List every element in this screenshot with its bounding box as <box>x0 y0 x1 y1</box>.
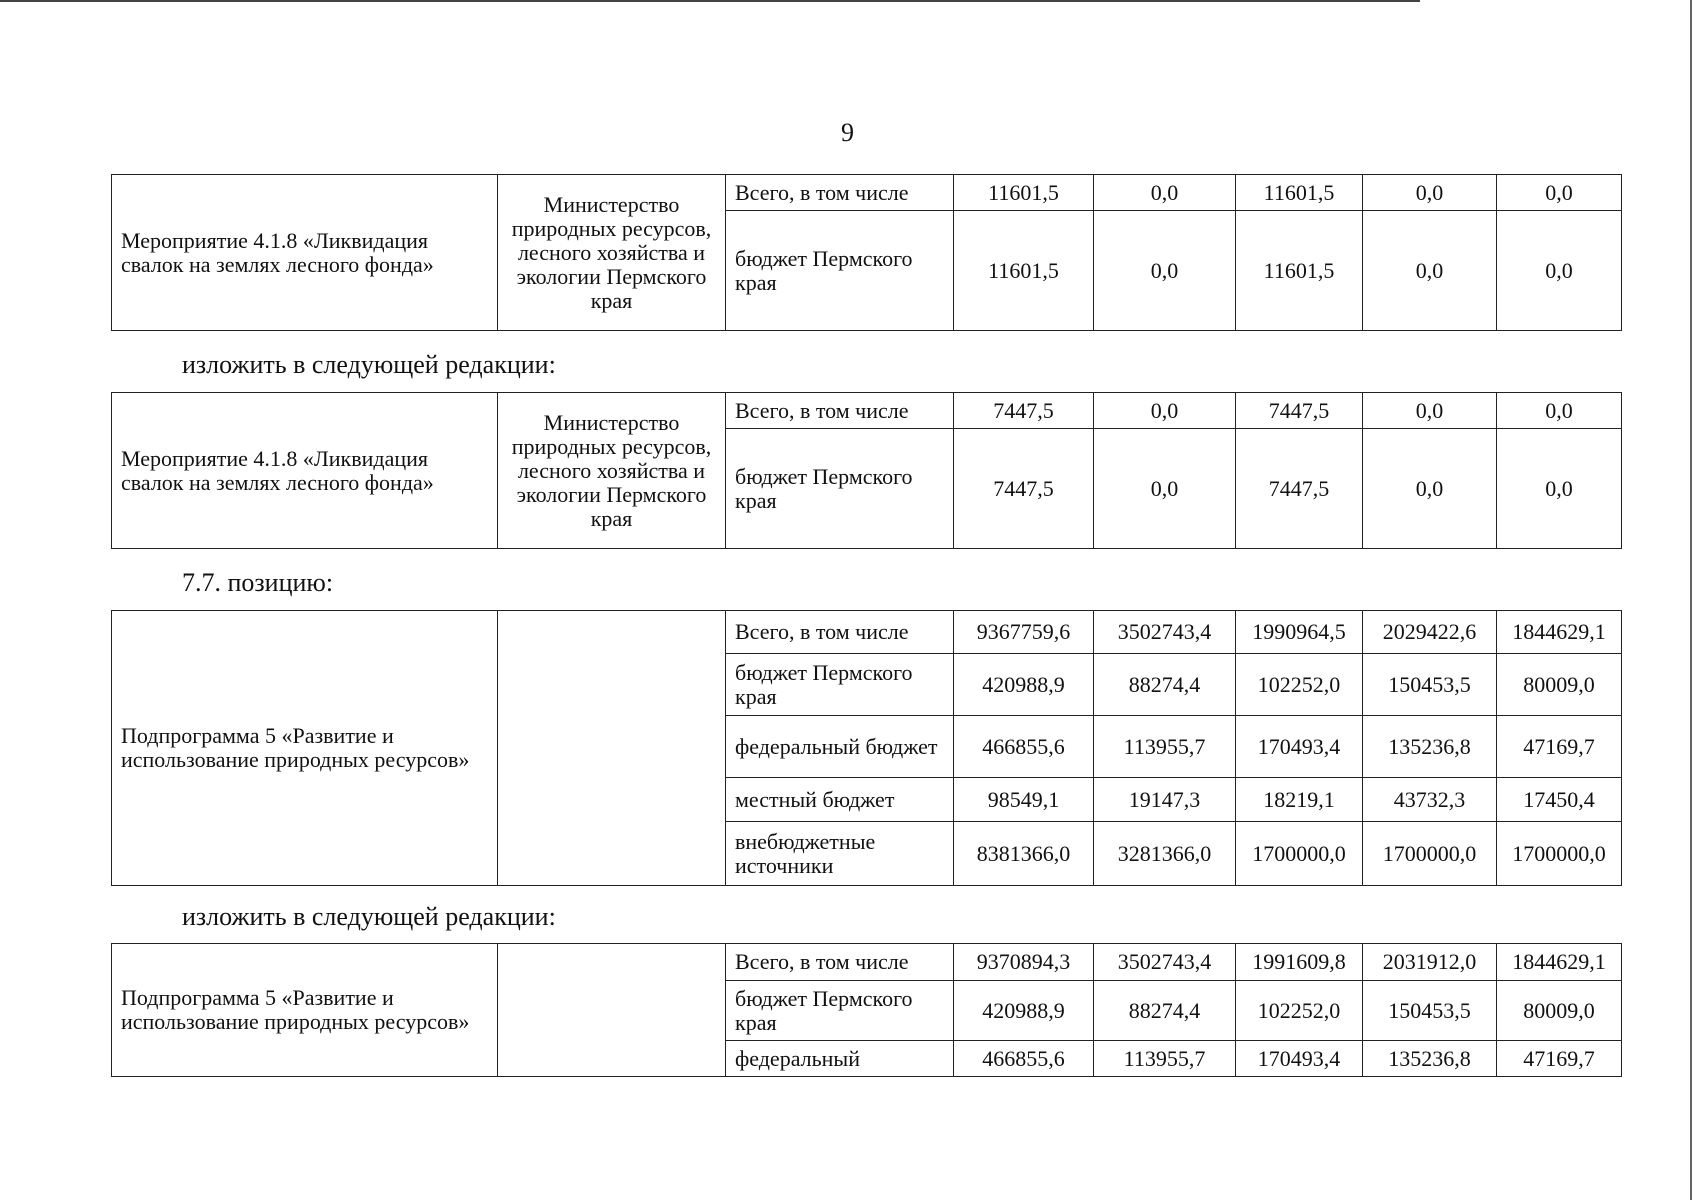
value-cell: 2031912,0 <box>1363 944 1497 981</box>
page-number: 9 <box>841 118 854 147</box>
value-cell: 9367759,6 <box>954 611 1094 654</box>
table-row <box>112 393 1622 429</box>
value-cell: 0,0 <box>1363 429 1497 549</box>
value-cell: 47169,7 <box>1497 716 1622 778</box>
value-cell: 420988,9 <box>954 981 1094 1041</box>
value-cell: 0,0 <box>1094 429 1236 549</box>
table-subprogram-new <box>111 943 1622 1077</box>
value-cell: 150453,5 <box>1363 654 1497 716</box>
source-cell: бюджет Пермского края <box>726 981 954 1041</box>
value-cell: 7447,5 <box>1236 393 1363 429</box>
value-cell: 47169,7 <box>1497 1041 1622 1077</box>
subprogram-name: Подпрограмма 5 «Развитие и использование природных ресурсов» <box>112 944 498 1077</box>
value-cell: 0,0 <box>1497 393 1622 429</box>
value-cell: 3281366,0 <box>1094 822 1236 886</box>
source-cell: внебюджетные источники <box>726 822 954 886</box>
value-cell: 0,0 <box>1094 211 1236 331</box>
executor-cell <box>498 611 726 886</box>
value-cell: 1700000,0 <box>1236 822 1363 886</box>
value-cell: 0,0 <box>1497 429 1622 549</box>
value-cell: 7447,5 <box>1236 429 1363 549</box>
executor-cell <box>498 944 726 1077</box>
value-cell: 0,0 <box>1363 175 1497 211</box>
value-cell: 0,0 <box>1094 175 1236 211</box>
measure-name: Мероприятие 4.1.8 «Ликвидация свалок на землях лесного фонда» <box>112 175 498 331</box>
table-row <box>112 611 1622 654</box>
value-cell: 2029422,6 <box>1363 611 1497 654</box>
value-cell: 0,0 <box>1094 393 1236 429</box>
value-cell: 0,0 <box>1497 211 1622 331</box>
value-cell: 0,0 <box>1497 175 1622 211</box>
value-cell: 102252,0 <box>1236 654 1363 716</box>
value-cell: 420988,9 <box>954 654 1094 716</box>
table-row <box>112 944 1622 981</box>
value-cell: 113955,7 <box>1094 1041 1236 1077</box>
value-cell: 3502743,4 <box>1094 611 1236 654</box>
value-cell: 11601,5 <box>1236 211 1363 331</box>
value-cell: 8381366,0 <box>954 822 1094 886</box>
paragraph-position: 7.7. позицию: <box>182 568 334 597</box>
top-edge-line <box>0 0 1420 2</box>
value-cell: 1844629,1 <box>1497 944 1622 981</box>
source-cell: Всего, в том числе <box>726 393 954 429</box>
table-subprogram-old <box>111 610 1622 886</box>
value-cell: 7447,5 <box>954 393 1094 429</box>
source-cell: Всего, в том числе <box>726 611 954 654</box>
value-cell: 0,0 <box>1363 211 1497 331</box>
value-cell: 80009,0 <box>1497 981 1622 1041</box>
value-cell: 102252,0 <box>1236 981 1363 1041</box>
source-cell: Всего, в том числе <box>726 175 954 211</box>
value-cell: 11601,5 <box>1236 175 1363 211</box>
source-cell: бюджет Пермского края <box>726 211 954 331</box>
value-cell: 1700000,0 <box>1363 822 1497 886</box>
executor-cell: Министерство природных ресурсов, лесного хозяйства и экологии Пермского края <box>498 393 726 549</box>
paragraph-restate-2: изложить в следующей редакции: <box>182 902 556 931</box>
executor-cell: Министерство природных ресурсов, лесного хозяйства и экологии Пермского края <box>498 175 726 331</box>
table-measure-old <box>111 174 1622 331</box>
value-cell: 88274,4 <box>1094 654 1236 716</box>
value-cell: 7447,5 <box>954 429 1094 549</box>
value-cell: 1990964,5 <box>1236 611 1363 654</box>
right-edge-line <box>1690 0 1692 1200</box>
source-cell: местный бюджет <box>726 778 954 822</box>
source-cell: бюджет Пермского края <box>726 429 954 549</box>
source-cell: бюджет Пермского края <box>726 654 954 716</box>
value-cell: 1700000,0 <box>1497 822 1622 886</box>
value-cell: 170493,4 <box>1236 716 1363 778</box>
value-cell: 466855,6 <box>954 716 1094 778</box>
value-cell: 113955,7 <box>1094 716 1236 778</box>
value-cell: 0,0 <box>1363 393 1497 429</box>
value-cell: 11601,5 <box>954 175 1094 211</box>
subprogram-name: Подпрограмма 5 «Развитие и использование природных ресурсов» <box>112 611 498 886</box>
table-row <box>112 175 1622 211</box>
table-measure-new <box>111 392 1622 549</box>
value-cell: 170493,4 <box>1236 1041 1363 1077</box>
value-cell: 1844629,1 <box>1497 611 1622 654</box>
value-cell: 18219,1 <box>1236 778 1363 822</box>
value-cell: 3502743,4 <box>1094 944 1236 981</box>
value-cell: 9370894,3 <box>954 944 1094 981</box>
value-cell: 17450,4 <box>1497 778 1622 822</box>
value-cell: 98549,1 <box>954 778 1094 822</box>
value-cell: 11601,5 <box>954 211 1094 331</box>
value-cell: 150453,5 <box>1363 981 1497 1041</box>
value-cell: 1991609,8 <box>1236 944 1363 981</box>
source-cell: федеральный <box>726 1041 954 1077</box>
value-cell: 19147,3 <box>1094 778 1236 822</box>
value-cell: 135236,8 <box>1363 716 1497 778</box>
value-cell: 135236,8 <box>1363 1041 1497 1077</box>
measure-name: Мероприятие 4.1.8 «Ликвидация свалок на землях лесного фонда» <box>112 393 498 549</box>
value-cell: 43732,3 <box>1363 778 1497 822</box>
value-cell: 466855,6 <box>954 1041 1094 1077</box>
value-cell: 80009,0 <box>1497 654 1622 716</box>
source-cell: федеральный бюджет <box>726 716 954 778</box>
value-cell: 88274,4 <box>1094 981 1236 1041</box>
paragraph-restate-1: изложить в следующей редакции: <box>182 350 556 379</box>
source-cell: Всего, в том числе <box>726 944 954 981</box>
